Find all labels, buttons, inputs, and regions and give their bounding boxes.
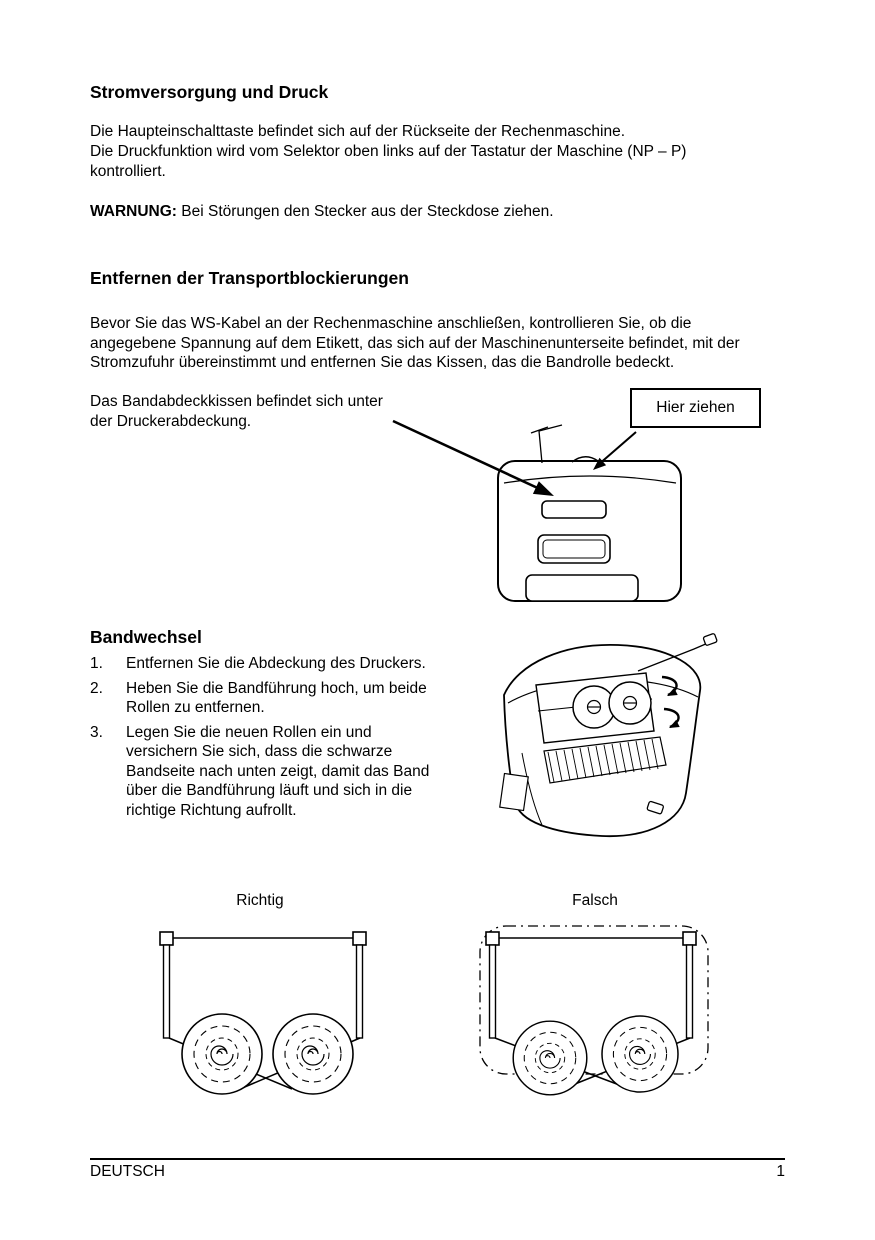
paper-slot [542, 501, 606, 518]
step-number: 3. [90, 723, 103, 741]
spool-left [513, 1021, 587, 1095]
footer [90, 1163, 785, 1181]
cushion-caption: Das Bandabdeckkissen befindet sich unter der Druckerabdeckung. [90, 393, 383, 430]
correct-threading-diagram [150, 918, 380, 1108]
step-text: Entfernen Sie die Abdeckung des Druckers. [126, 655, 426, 672]
guide-post-top-right [683, 932, 696, 945]
section-title-power: Stromversorgung und Druck [90, 82, 329, 102]
wrong-threading-figure [472, 918, 716, 1108]
warning-label: WARNUNG: [90, 203, 177, 220]
guide-post-top-left [160, 932, 173, 945]
pull-handle [703, 633, 717, 646]
ribbon-right-run [357, 945, 363, 1038]
correct-threading-figure [150, 918, 380, 1108]
section-title-ribbon: Bandwechsel [90, 627, 202, 647]
footer-rule [90, 1158, 785, 1160]
ribbon-illustration [478, 633, 718, 848]
step-text: Legen Sie die neuen Rollen ein und versichern Sie sich, dass die schwarze Bandseite nach unten zeigt, damit das Band über die Bandführung läuft und sich in die richtige Richtung aufrollt. [126, 723, 430, 819]
step-text: Heben Sie die Bandführung hoch, um beide Rollen zu entfernen. [126, 679, 427, 716]
transport-paragraph: Bevor Sie das WS-Kabel an der Rechenmaschine anschließen, kontrollieren Sie, ob die angegebene Spannung auf dem Etikett, das sich auf der Maschinenunterseite befindet, mit der Stromzufuhr übereinstimmt und entfernen Sie das Kissen, das die Bandrolle bedeckt. [90, 315, 740, 371]
warning-text: Bei Störungen den Stecker aus der Steckdose ziehen. [181, 203, 554, 220]
wrong-threading-diagram [472, 918, 716, 1108]
step-item-2 [90, 679, 450, 718]
label-correct: Richtig [236, 892, 284, 909]
display-window [526, 575, 638, 601]
spool-left [182, 1014, 262, 1094]
power-paragraph-1: Die Haupteinschalttaste befindet sich auf der Rückseite der Rechenmaschine. [90, 123, 626, 140]
spool-right [273, 1014, 353, 1094]
ribbon-left-run [490, 945, 496, 1038]
machine-outline [498, 425, 681, 601]
ribbon-left-run [164, 945, 170, 1038]
ribbon-figure [478, 633, 718, 848]
guide-post-top-right [353, 932, 366, 945]
step-item-3 [90, 723, 450, 821]
section-title-transport: Entfernen der Transportblockierungen [90, 268, 409, 288]
ribbon-spool-right [609, 682, 651, 724]
pull-here-callout: Hier ziehen [630, 388, 761, 428]
label-wrong: Falsch [572, 892, 618, 909]
footer-page-number: 1 [776, 1163, 785, 1180]
guide-post-top-left [486, 932, 499, 945]
spool-right [602, 1016, 678, 1092]
cushion-figure [90, 385, 785, 620]
ribbon-steps [90, 654, 450, 825]
ribbon-right-run [687, 945, 693, 1038]
pull-tab-wire [539, 425, 562, 463]
power-paragraph-2: Die Druckfunktion wird vom Selektor oben links auf der Tastatur der Maschine (NP – P) kontrolliert. [90, 143, 687, 180]
footer-language: DEUTSCH [90, 1163, 165, 1180]
step-number: 2. [90, 679, 103, 697]
machine-body [504, 645, 700, 836]
warning-paragraph [90, 202, 770, 222]
step-number: 1. [90, 655, 103, 672]
step-item-1 [90, 654, 450, 674]
